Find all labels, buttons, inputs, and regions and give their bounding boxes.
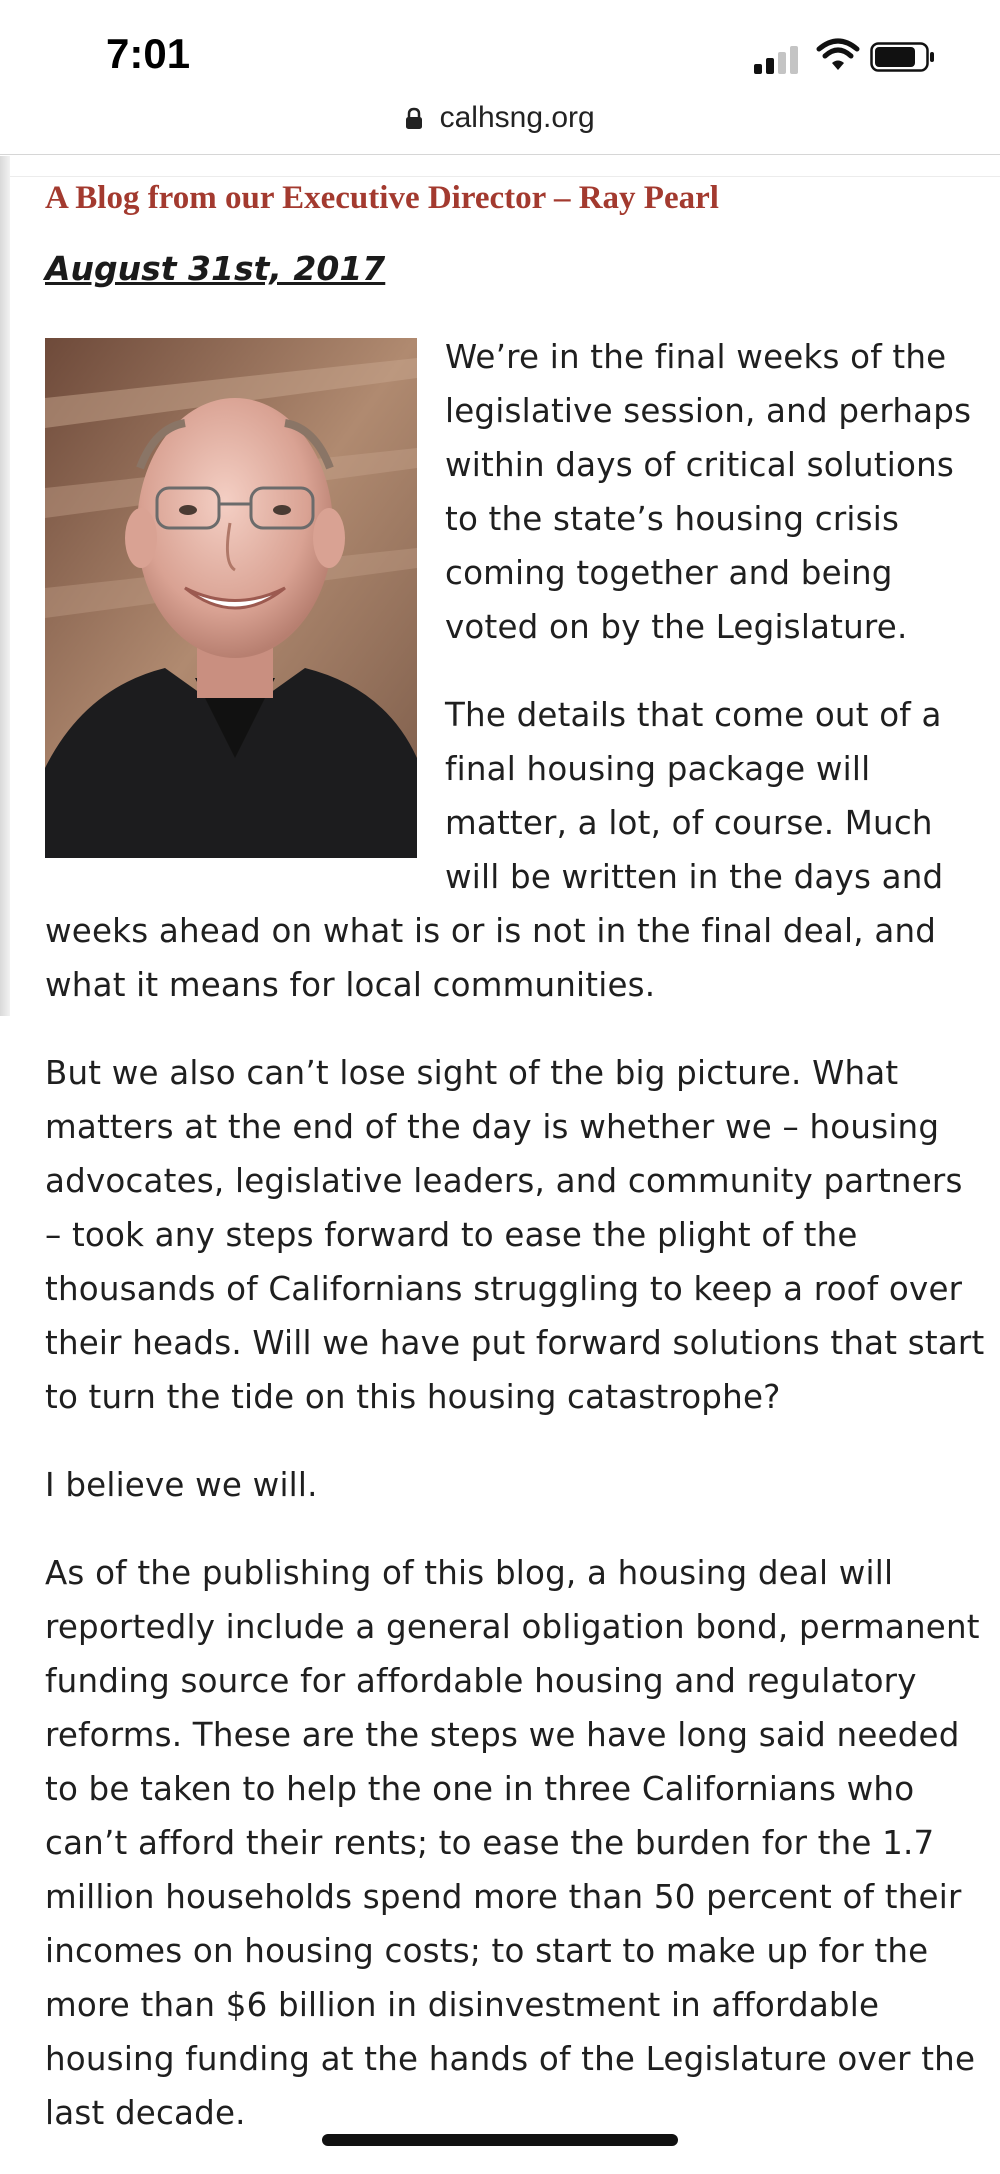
post-date: August 31st, 2017 [45, 249, 386, 288]
page-edge [0, 156, 10, 1016]
article-body [45, 330, 985, 2140]
battery-icon [870, 42, 936, 72]
status-time: 7:01 [106, 30, 191, 77]
cellular-signal-icon [754, 46, 802, 74]
address-bar[interactable] [0, 100, 1000, 154]
paragraph-2: The details that come out of a final housing package will matter, a lot, of course. Much will be written in the days and weeks ahead on what is or is not in the final deal, and what it means for local communities. [45, 696, 944, 1004]
wifi-icon [816, 38, 860, 72]
blog-content [45, 172, 985, 2174]
url-text: calhsng.org [439, 101, 595, 135]
paragraph-5: As of the publishing of this blog, a housing deal will reportedly include a general obligation bond, permanent funding source for affordable housing and regulatory reforms. These are the steps we have long said needed to be taken to help the one in three Californians who can’t afford their rents; to ease the burden for the 1.7 million households spend more than 50 percent of their incomes on housing costs; to start to make up for the more than $6 billion in disinvestment in affordable housing funding at the hands of the Legislature over the last decade. [45, 1554, 980, 2132]
home-indicator[interactable] [322, 2134, 678, 2146]
blog-heading: A Blog from our Executive Director – Ray Pearl [45, 180, 719, 216]
author-photo [45, 338, 417, 858]
paragraph-3: But we also can’t lose sight of the big picture. What matters at the end of the day is whether we – housing advocates, legislative leaders, and community partners – took any steps forward to ease the plight of the thousands of Californians struggling to keep a roof over their heads. Will we have put forward solutions that start to turn the tide on this housing catastrophe? [45, 1054, 985, 1416]
portrait-image [45, 338, 417, 858]
status-bar [0, 0, 1000, 100]
paragraph-1: We’re in the final weeks of the legislative session, and perhaps within days of critical solutions to the state’s housing crisis coming together and being voted on by the Legislature. [445, 338, 972, 646]
browser-divider [0, 154, 1000, 155]
lock-icon [405, 107, 423, 129]
paragraph-4: I believe we will. [45, 1466, 318, 1504]
